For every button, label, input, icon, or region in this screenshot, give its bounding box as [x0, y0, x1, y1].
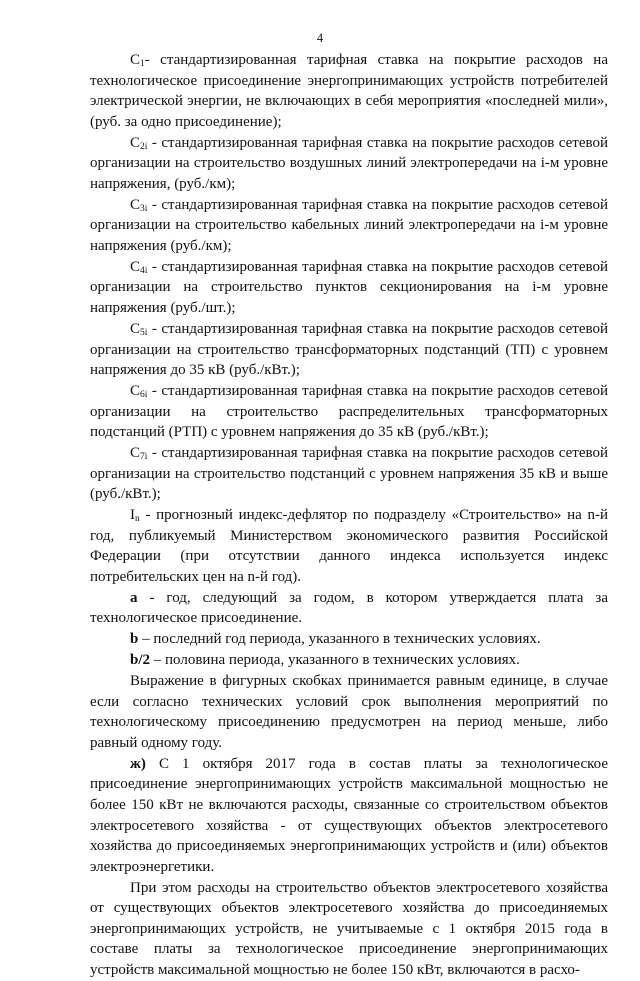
paragraph-zh	[90, 754, 608, 878]
paragraph-text-expr: Выражение в фигурных скобках принимается равным единице, в случае если согласно технических условий срок выполнения мероприятий по технологическому присоединению предусмотрен на период меньше, либо равный одному году.	[90, 673, 608, 751]
symbol-c7i: C	[130, 445, 141, 462]
paragraph-text-zh: С 1 октября 2017 года в состав платы за технологическое присоединение энергопринимающих устройств максимальной мощностью не более 150 кВт не включаются расходы, связанные со строительством объектов электросетевого хозяйства - от существующих объектов электросетевого хозяйства до присоединяемых энергопринимающих устройств и (или) объектов электроэнергетики.	[90, 755, 608, 875]
paragraph-text-last: При этом расходы на строительство объектов электросетевого хозяйства от существующих объектов электросетевого хозяйства до присоединяемых энергопринимающих устройств, не учитываемые с 1 октября 2015 года в составе платы за технологическое присоединение энергопринимающих устройств максимальной мощностью не более 150 кВт, включаются в расхо-	[90, 879, 608, 978]
symbol-subscript-c2i: 2i	[140, 141, 148, 152]
paragraph-b	[90, 629, 608, 650]
document-body	[90, 50, 608, 981]
paragraph-text-a: - год, следующий за годом, в котором утверждается плата за технологическое присоединение.	[90, 589, 608, 627]
symbol-c2i: C	[130, 134, 141, 151]
paragraph-text-c1: - стандартизированная тарифная ставка на покрытие расходов на технологическое присоединение энергопринимающих устройств потребителей электрической энергии, не включающих в себя мероприятия «последней мили», (руб. за одно присоединение);	[90, 52, 608, 130]
paragraph-text-c7i: - стандартизированная тарифная ставка на покрытие расходов сетевой организации на строительство подстанций с уровнем напряжения 35 кВ и выше (руб./кВт.);	[90, 445, 608, 503]
symbol-subscript-c6i: 6i	[140, 389, 148, 400]
paragraph-text-in: - прогнозный индекс-дефлятор по подразделу «Строительство» на n-й год, публикуемый Министерством экономического развития Российской Федерации (при отсутствии данного индекса используется индекс потребительских цен на n-й год).	[90, 507, 608, 585]
symbol-subscript-c4i: 4i	[140, 265, 148, 276]
symbol-subscript-c1: 1	[140, 59, 145, 69]
paragraph-c3i	[90, 195, 608, 257]
paragraph-c7i	[90, 443, 608, 505]
lead-term-b: b	[130, 631, 139, 648]
paragraph-text-c3i: - стандартизированная тарифная ставка на покрытие расходов сетевой организации на строительство кабельных линий электропередачи на i-м уровне напряжения (руб./км);	[90, 196, 608, 254]
paragraph-b2	[90, 650, 608, 671]
symbol-c4i: C	[130, 258, 141, 275]
symbol-subscript-c3i: 3i	[140, 203, 148, 214]
symbol-c3i: C	[130, 196, 141, 213]
paragraph-c5i	[90, 319, 608, 381]
paragraph-text-c5i: - стандартизированная тарифная ставка на покрытие расходов сетевой организации на строительство трансформаторных подстанций (ТП) с уровнем напряжения до 35 кВ (руб./кВт.);	[90, 320, 608, 379]
paragraph-c6i	[90, 381, 608, 443]
symbol-subscript-c7i: 7i	[140, 452, 148, 463]
paragraph-text-b2: – половина периода, указанного в технических условиях.	[150, 652, 520, 669]
paragraph-text-c4i: - стандартизированная тарифная ставка на покрытие расходов сетевой организации на строительство пунктов секционирования на i-м уровне напряжения (руб./шт.);	[90, 258, 608, 317]
paragraph-last	[90, 878, 608, 981]
paragraph-in	[90, 505, 608, 587]
symbol-c6i: C	[130, 382, 141, 399]
symbol-c5i: C	[130, 320, 141, 337]
paragraph-text-b: – последний год периода, указанного в технических условиях.	[138, 631, 541, 648]
paragraph-c1	[90, 50, 608, 132]
paragraph-text-c2i: - стандартизированная тарифная ставка на покрытие расходов сетевой организации на строительство воздушных линий электропередачи на i-м уровне напряжения, (руб./км);	[90, 134, 608, 192]
paragraph-c2i	[90, 133, 608, 195]
lead-term-b2: b/2	[130, 652, 151, 669]
paragraph-a	[90, 588, 608, 629]
symbol-in: I	[130, 507, 135, 524]
symbol-subscript-c5i: 5i	[140, 327, 148, 338]
page-number: 4	[316, 31, 324, 45]
symbol-c1: C	[130, 52, 141, 68]
paragraph-expr	[90, 671, 608, 753]
paragraph-text-c6i: - стандартизированная тарифная ставка на покрытие расходов сетевой организации на строительство распределительных трансформаторных подстанций (РТП) с уровнем напряжения до 35 кВ (руб./кВт.);	[90, 382, 608, 441]
lead-term-a: a	[130, 589, 138, 606]
symbol-subscript-in: n	[135, 514, 140, 525]
paragraph-c4i	[90, 257, 608, 319]
lead-term-zh: ж)	[130, 755, 146, 772]
